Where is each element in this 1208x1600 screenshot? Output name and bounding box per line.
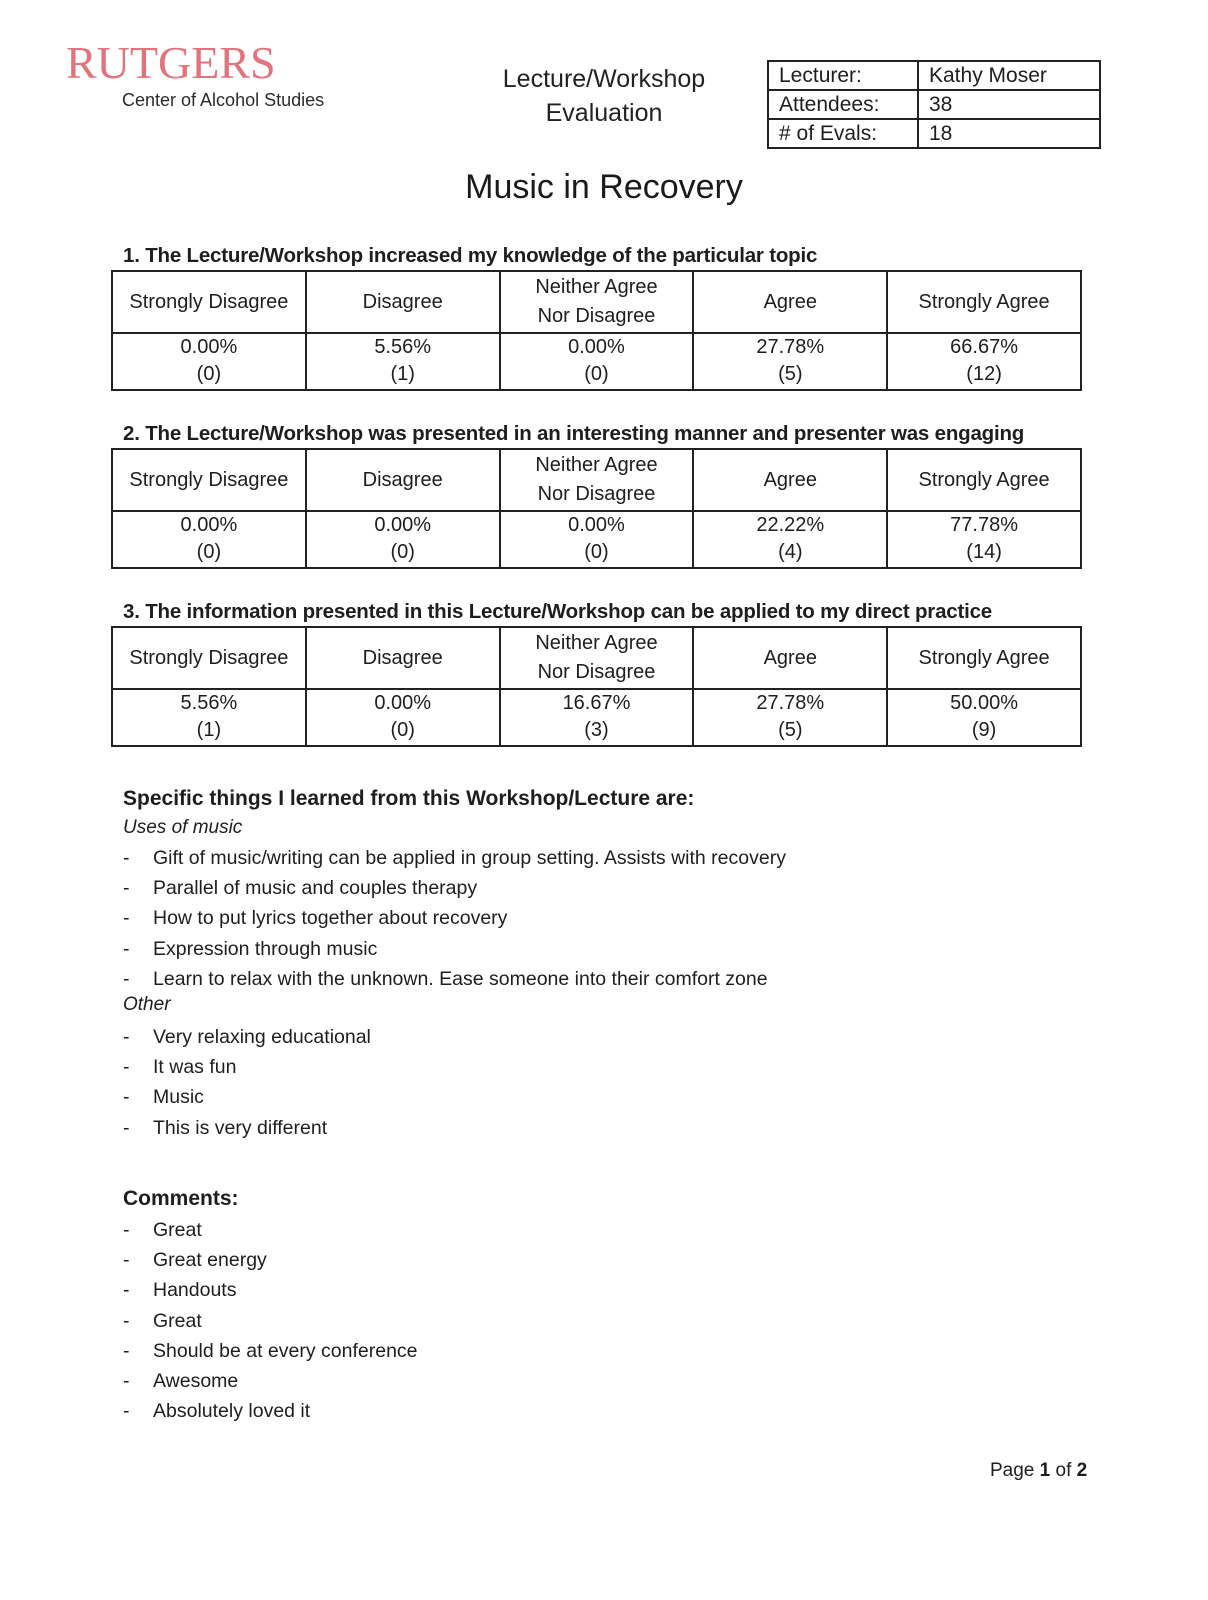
header-agree: Agree xyxy=(693,627,887,689)
question-1 xyxy=(111,244,1082,391)
form-title-line2: Evaluation xyxy=(545,99,663,127)
other-list xyxy=(123,1022,786,1143)
header-neither-line2: Nor Disagree xyxy=(537,661,656,683)
dash-bullet: - xyxy=(123,907,130,930)
count: (9) xyxy=(971,719,997,741)
list-item xyxy=(123,873,786,903)
list-item-text: Handouts xyxy=(153,1279,237,1302)
lecture-info-table xyxy=(767,60,1101,149)
question-1-title: 1. The Lecture/Workshop increased my knowledge of the particular topic xyxy=(123,244,818,267)
comments-list xyxy=(123,1215,418,1426)
count: (4) xyxy=(778,541,803,563)
dash-bullet: - xyxy=(123,1025,130,1048)
result-cell xyxy=(693,511,887,568)
question-3-title: 3. The information presented in this Lecture/Workshop can be applied to my direct practice xyxy=(123,600,992,623)
list-item xyxy=(123,1082,786,1112)
list-item xyxy=(123,843,786,873)
list-item-text: How to put lyrics together about recovery xyxy=(153,907,508,930)
list-item xyxy=(123,1306,418,1336)
question-2 xyxy=(111,422,1082,569)
header-strongly-disagree: Strongly Disagree xyxy=(112,627,306,689)
count: (12) xyxy=(966,363,1002,385)
list-item-text: Should be at every conference xyxy=(153,1339,418,1362)
form-title-line1: Lecture/Workshop xyxy=(502,65,706,93)
result-cell xyxy=(693,333,887,390)
list-item-text: Music xyxy=(153,1086,204,1109)
count: (5) xyxy=(778,363,803,385)
learned-heading: Specific things I learned from this Workshop/Lecture are: xyxy=(123,787,695,810)
dash-bullet: - xyxy=(123,1249,130,1272)
rutgers-logo xyxy=(66,37,325,111)
list-item-text: It was fun xyxy=(153,1056,237,1079)
count: (3) xyxy=(584,719,609,741)
header-neither-line2: Nor Disagree xyxy=(537,483,656,505)
list-item xyxy=(123,1366,418,1396)
header-neither-line1: Neither Agree xyxy=(535,632,658,654)
percent: 66.67% xyxy=(950,336,1019,358)
other-label: Other xyxy=(123,993,171,1015)
percent: 27.78% xyxy=(756,336,825,358)
attendees-row xyxy=(768,90,1100,119)
comments-section xyxy=(123,1187,418,1426)
header-neither-line2: Nor Disagree xyxy=(537,305,656,327)
results-row xyxy=(112,333,1081,390)
dash-bullet: - xyxy=(123,877,130,900)
dash-bullet: - xyxy=(123,1369,130,1392)
header-neither xyxy=(500,449,694,511)
list-item-text: Learn to relax with the unknown. Ease someone into their comfort zone xyxy=(153,967,768,990)
question-3-table xyxy=(111,626,1082,747)
result-cell xyxy=(500,511,694,568)
attendees-value: 38 xyxy=(918,90,1100,119)
result-cell xyxy=(112,511,306,568)
list-item-text: Great xyxy=(153,1309,202,1332)
dash-bullet: - xyxy=(123,1219,130,1241)
dash-bullet: - xyxy=(123,1400,130,1423)
list-item xyxy=(123,1052,786,1082)
percent: 50.00% xyxy=(950,692,1019,714)
result-cell xyxy=(693,689,887,746)
count: (1) xyxy=(196,719,222,741)
count: (0) xyxy=(390,541,415,563)
logo-subtitle: Center of Alcohol Studies xyxy=(122,90,325,110)
header-strongly-agree: Strongly Agree xyxy=(887,271,1081,333)
result-cell xyxy=(887,511,1081,568)
header-disagree: Disagree xyxy=(306,449,500,511)
result-cell xyxy=(887,689,1081,746)
dash-bullet: - xyxy=(123,967,130,990)
header-neither xyxy=(500,271,694,333)
header-agree: Agree xyxy=(693,271,887,333)
count: (0) xyxy=(390,719,415,741)
list-item xyxy=(123,1022,786,1052)
form-title xyxy=(484,62,724,130)
list-item xyxy=(123,1396,418,1426)
percent: 0.00% xyxy=(374,514,432,536)
list-item-text: Gift of music/writing can be applied in group setting. Assists with recovery xyxy=(153,847,786,869)
list-item xyxy=(123,934,786,964)
dash-bullet: - xyxy=(123,1309,130,1332)
result-cell xyxy=(306,689,500,746)
uses-of-music-list xyxy=(123,843,786,994)
scale-header-row xyxy=(112,627,1081,689)
result-cell xyxy=(306,511,500,568)
list-item-text: Absolutely loved it xyxy=(153,1400,311,1423)
list-item xyxy=(123,1245,418,1275)
result-cell xyxy=(112,689,306,746)
dash-bullet: - xyxy=(123,847,130,869)
result-cell xyxy=(500,689,694,746)
scale-header-row xyxy=(112,271,1081,333)
count: (0) xyxy=(584,363,609,385)
evals-value: 18 xyxy=(918,119,1100,148)
page-total: 2 xyxy=(1076,1460,1088,1481)
dash-bullet: - xyxy=(123,1339,130,1362)
scale-header-row xyxy=(112,449,1081,511)
percent: 5.56% xyxy=(374,336,432,358)
list-item-text: Awesome xyxy=(153,1369,239,1392)
list-item xyxy=(123,1275,418,1305)
question-2-title: 2. The Lecture/Workshop was presented in an interesting manner and presenter was engaging xyxy=(123,422,1025,445)
result-cell xyxy=(112,333,306,390)
document-title: Music in Recovery xyxy=(465,168,743,206)
header-disagree: Disagree xyxy=(306,627,500,689)
percent: 27.78% xyxy=(756,692,825,714)
header-neither xyxy=(500,627,694,689)
attendees-label: Attendees: xyxy=(768,90,918,119)
percent: 22.22% xyxy=(756,514,825,536)
dash-bullet: - xyxy=(123,1086,130,1109)
dash-bullet: - xyxy=(123,937,130,960)
page-number xyxy=(990,1460,1087,1482)
results-row xyxy=(112,511,1081,568)
count: (0) xyxy=(196,541,222,563)
header-strongly-agree: Strongly Agree xyxy=(887,627,1081,689)
list-item-text: Great xyxy=(153,1219,202,1241)
header-neither-line1: Neither Agree xyxy=(535,454,658,476)
evals-row xyxy=(768,119,1100,148)
count: (5) xyxy=(778,719,803,741)
count: (1) xyxy=(390,363,415,385)
header-strongly-disagree: Strongly Disagree xyxy=(112,271,306,333)
learned-section xyxy=(123,787,786,1143)
comments-heading: Comments: xyxy=(123,1187,239,1210)
list-item-text: Expression through music xyxy=(153,937,378,960)
count: (0) xyxy=(584,541,609,563)
list-item xyxy=(123,1336,418,1366)
uses-of-music-label: Uses of music xyxy=(123,817,243,838)
result-cell xyxy=(500,333,694,390)
header-agree: Agree xyxy=(693,449,887,511)
percent: 0.00% xyxy=(180,514,238,536)
list-item-text: Parallel of music and couples therapy xyxy=(153,877,478,900)
header-disagree: Disagree xyxy=(306,271,500,333)
list-item-text: Great energy xyxy=(153,1249,267,1272)
page-mid: of xyxy=(1050,1460,1077,1481)
question-2-table xyxy=(111,448,1082,569)
header-neither-line1: Neither Agree xyxy=(535,276,658,298)
percent: 5.56% xyxy=(180,692,238,714)
lecturer-label: Lecturer: xyxy=(768,61,918,90)
result-cell xyxy=(306,333,500,390)
dash-bullet: - xyxy=(123,1116,130,1139)
results-row xyxy=(112,689,1081,746)
list-item-text: Very relaxing educational xyxy=(153,1025,371,1048)
percent: 0.00% xyxy=(568,514,625,536)
list-item-text: This is very different xyxy=(153,1116,328,1139)
list-item xyxy=(123,1113,786,1143)
result-cell xyxy=(887,333,1081,390)
count: (0) xyxy=(196,363,222,385)
question-3 xyxy=(111,600,1082,747)
page-current: 1 xyxy=(1039,1460,1051,1481)
evals-label: # of Evals: xyxy=(768,119,918,148)
list-item xyxy=(123,1215,418,1245)
list-item xyxy=(123,964,786,994)
list-item xyxy=(123,903,786,933)
percent: 16.67% xyxy=(562,692,631,714)
dash-bullet: - xyxy=(123,1056,130,1079)
page-prefix: Page xyxy=(990,1460,1040,1481)
lecturer-value: Kathy Moser xyxy=(918,61,1100,90)
count: (14) xyxy=(966,541,1002,563)
question-1-table xyxy=(111,270,1082,391)
percent: 77.78% xyxy=(950,514,1019,536)
header-strongly-disagree: Strongly Disagree xyxy=(112,449,306,511)
header-strongly-agree: Strongly Agree xyxy=(887,449,1081,511)
lecturer-row xyxy=(768,61,1100,90)
percent: 0.00% xyxy=(374,692,432,714)
logo-wordmark: RUTGERS xyxy=(66,37,276,88)
dash-bullet: - xyxy=(123,1279,130,1302)
percent: 0.00% xyxy=(568,336,625,358)
percent: 0.00% xyxy=(180,336,238,358)
